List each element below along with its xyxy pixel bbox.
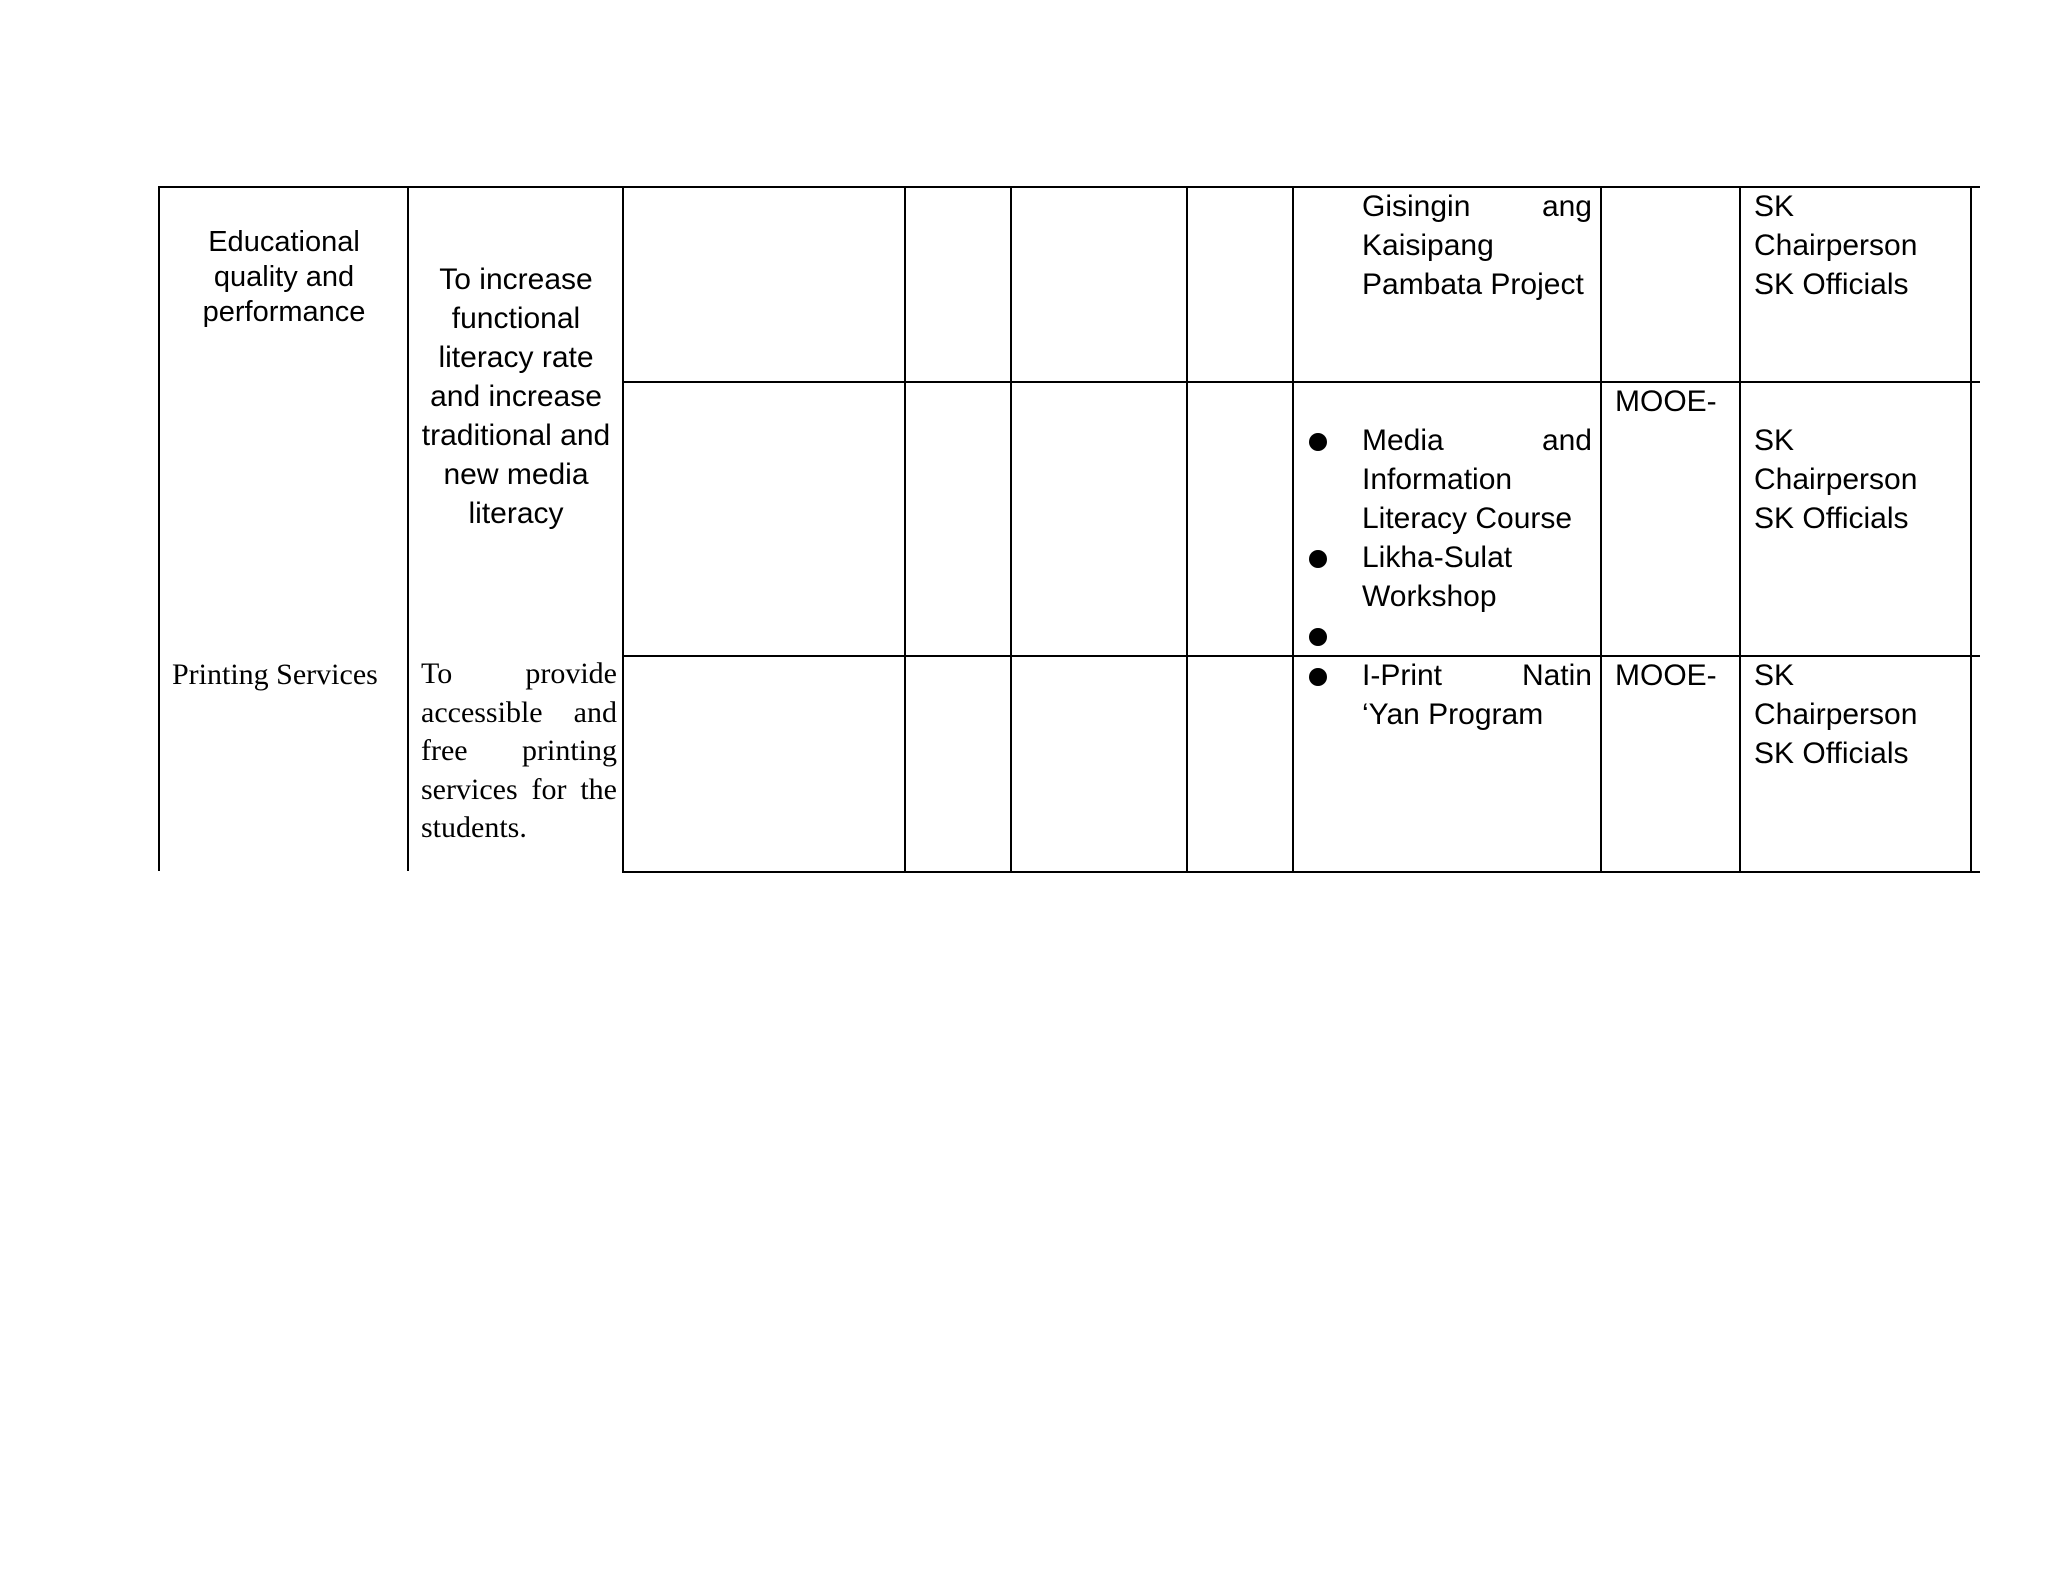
col-line-8 xyxy=(1739,186,1741,872)
objective-text: To provide accessible and free printing services for the students. xyxy=(421,657,617,844)
bullet-icon xyxy=(1309,433,1327,451)
area-text: Educational quality and performance xyxy=(202,226,366,328)
objective-cell-literacy xyxy=(418,260,614,533)
program-line xyxy=(1362,187,1592,226)
programs-cell-row-2 xyxy=(1294,421,1592,655)
col-line-5 xyxy=(1186,186,1188,872)
col-line-0 xyxy=(158,186,160,871)
program-line: Kaisipang xyxy=(1362,229,1494,262)
program-text: I-Print xyxy=(1362,659,1443,692)
objective-cell-printing xyxy=(421,655,617,848)
program-text: Media xyxy=(1362,424,1444,457)
program-line xyxy=(1362,656,1592,695)
program-item xyxy=(1294,187,1592,304)
bullet-icon xyxy=(1309,668,1327,686)
bullet-icon xyxy=(1309,550,1327,568)
program-text: Natin xyxy=(1521,659,1592,692)
table-top-border xyxy=(158,186,1980,188)
col-line-2 xyxy=(622,186,624,872)
row-divider-1 xyxy=(622,381,1980,383)
bullet-icon xyxy=(1309,628,1327,646)
program-line xyxy=(1362,421,1592,460)
responsible-line: SK Officials xyxy=(1754,268,1909,301)
responsible-line: SK xyxy=(1754,190,1795,223)
program-line: Likha-Sulat xyxy=(1362,541,1513,574)
budget-cell-row-3 xyxy=(1615,656,1735,695)
col-line-9 xyxy=(1970,186,1972,872)
program-line: Literacy Course xyxy=(1362,502,1573,535)
col-line-7 xyxy=(1600,186,1602,872)
table-bottom-border xyxy=(622,871,1980,873)
budget-text: MOOE- xyxy=(1615,659,1717,692)
program-line: ‘Yan Program xyxy=(1362,698,1544,731)
responsible-cell-row-1 xyxy=(1754,187,1964,304)
program-line: Pambata Project xyxy=(1362,268,1584,301)
program-list xyxy=(1294,656,1592,734)
program-item xyxy=(1294,421,1592,538)
responsible-line: SK Officials xyxy=(1754,502,1909,535)
program-text: Gisingin xyxy=(1362,190,1471,223)
area-text: Printing Services xyxy=(172,658,378,691)
programs-cell-row-3 xyxy=(1294,656,1592,734)
col-line-4 xyxy=(1010,186,1012,872)
area-cell-educational xyxy=(166,225,402,330)
program-text: ang xyxy=(1541,190,1592,223)
responsible-cell-row-2 xyxy=(1754,421,1964,538)
responsible-line: SK Officials xyxy=(1754,737,1909,770)
responsible-line: SK xyxy=(1754,424,1795,457)
programs-cell-row-1 xyxy=(1294,187,1592,304)
col-line-3 xyxy=(904,186,906,872)
objective-text: To increase functional literacy rate and increase traditional and new media literacy xyxy=(421,263,611,530)
responsible-line: Chairperson xyxy=(1754,229,1918,262)
program-item xyxy=(1294,538,1592,616)
responsible-line: Chairperson xyxy=(1754,698,1918,731)
area-cell-printing xyxy=(172,655,402,694)
program-item xyxy=(1294,656,1592,734)
program-line: Workshop xyxy=(1362,580,1497,613)
responsible-line: SK xyxy=(1754,659,1795,692)
budget-text: MOOE- xyxy=(1615,385,1717,418)
budget-cell-row-2 xyxy=(1615,382,1735,421)
col-line-1 xyxy=(407,186,409,871)
program-text: and xyxy=(1541,424,1592,457)
responsible-line: Chairperson xyxy=(1754,463,1918,496)
responsible-cell-row-3 xyxy=(1754,656,1964,773)
program-item xyxy=(1294,616,1592,655)
program-line: Information xyxy=(1362,463,1513,496)
program-list xyxy=(1294,421,1592,655)
